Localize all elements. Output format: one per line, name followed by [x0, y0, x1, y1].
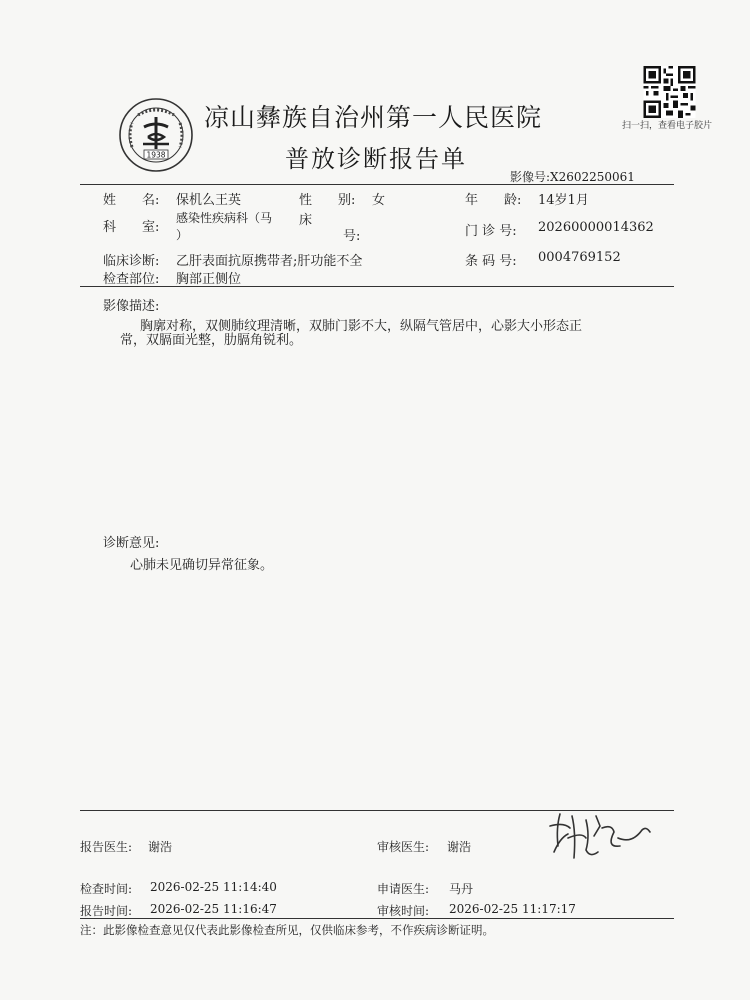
request-doctor-label: 申请医生: [377, 882, 430, 896]
dept-line-1: 感染性疾病科（马 [176, 211, 273, 225]
exam-time: 2026-02-25 11:14:40 [150, 880, 277, 894]
exam-part-label: 检查部位: [103, 272, 160, 287]
review-time-label: 审核时间: [377, 904, 430, 918]
dept-label: 科 室: [103, 220, 160, 235]
barcode-label: 条 码 号: [465, 254, 517, 269]
report-doctor: 谢浩 [148, 840, 173, 854]
bed-label-1: 床 [299, 213, 313, 228]
patient-name: 保机么王英 [176, 193, 242, 208]
qr-caption: 扫一扫，查看电子胶片 [622, 121, 713, 131]
age-label: 年 龄: [465, 193, 522, 208]
qr-code-icon[interactable] [641, 66, 698, 118]
reviewer-signature [546, 808, 658, 868]
note-divider [80, 918, 674, 919]
header-divider [80, 184, 674, 185]
review-doctor: 谢浩 [447, 840, 472, 854]
report-time: 2026-02-25 11:16:47 [150, 902, 277, 916]
clinical-diagnosis: 乙肝表面抗原携带者;肝功能不全 [176, 254, 363, 269]
outpatient-number: 20260000014362 [538, 220, 654, 235]
report-title: 普放诊断报告单 [285, 145, 467, 173]
svg-text:1938: 1938 [146, 150, 166, 160]
image-number-value: X2602250061 [550, 170, 635, 184]
impression-text: 心肺未见确切异常征象。 [130, 558, 274, 573]
report-doctor-label: 报告医生: [80, 840, 133, 854]
sex-label: 性 别: [299, 193, 356, 208]
name-label: 姓 名: [103, 193, 160, 208]
impression-label: 诊断意见: [103, 536, 160, 551]
patient-age: 14岁1月 [538, 193, 589, 208]
findings-line-2: 常，双膈面光整，肋膈角锐利。 [120, 333, 303, 348]
outpatient-label: 门 诊 号: [465, 224, 517, 239]
exam-time-label: 检查时间: [80, 882, 133, 896]
report-time-label: 报告时间: [80, 904, 133, 918]
diagnosis-label: 临床诊断: [103, 254, 160, 269]
patient-sex: 女 [372, 193, 386, 208]
request-doctor: 马丹 [449, 882, 474, 896]
dept-line-2: ） [176, 228, 189, 242]
hospital-logo-seal [118, 97, 194, 173]
hospital-name: 凉山彝族自治州第一人民医院 [204, 103, 543, 132]
bed-label-2: 号: [343, 229, 361, 244]
exam-part: 胸部正侧位 [176, 272, 242, 287]
review-time: 2026-02-25 11:17:17 [449, 902, 576, 916]
findings-label: 影像描述: [103, 299, 160, 314]
disclaimer-note: 注：此影像检查意见仅代表此影像检查所见，仅供临床参考，不作疾病诊断证明。 [80, 923, 494, 937]
image-number-label: 影像号: [510, 170, 551, 184]
info-divider [80, 286, 674, 287]
barcode-number: 0004769152 [538, 250, 621, 265]
review-doctor-label: 审核医生: [377, 840, 430, 854]
findings-line-1: 胸廓对称，双侧肺纹理清晰，双肺门影不大，纵隔气管居中，心影大小形态正 [140, 319, 583, 334]
image-number [510, 168, 635, 185]
